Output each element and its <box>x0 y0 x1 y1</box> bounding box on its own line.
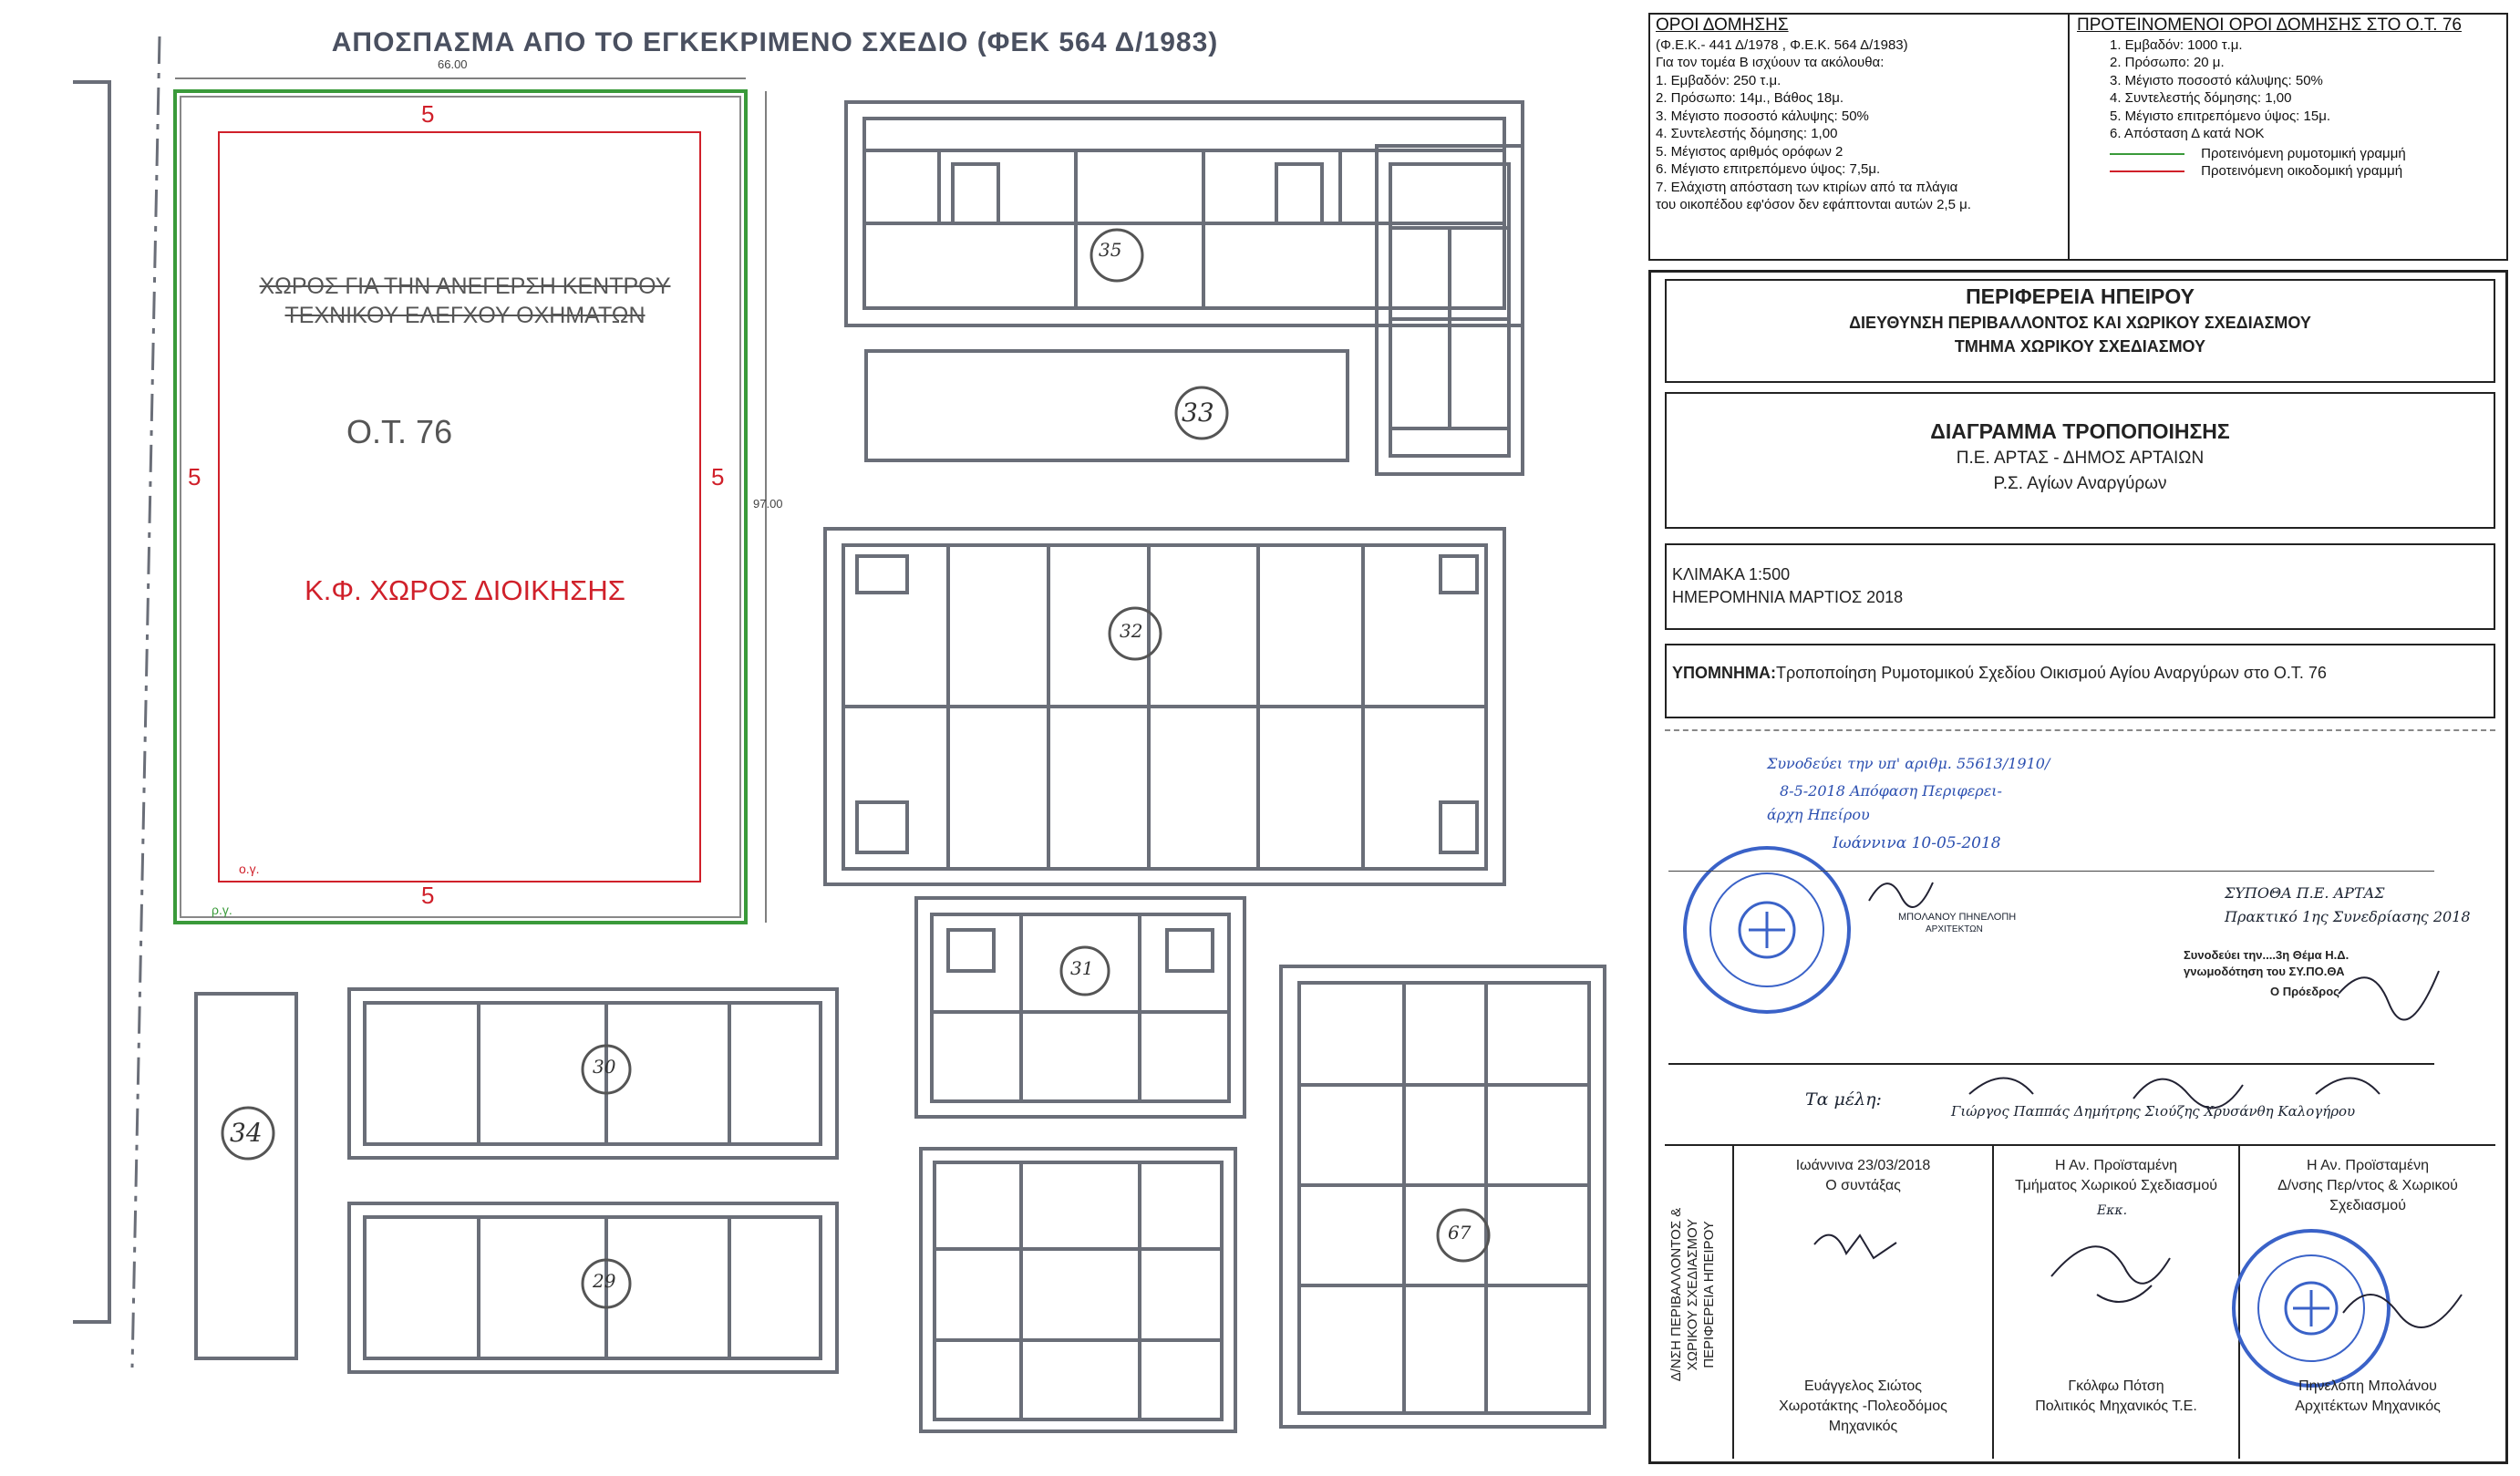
existing-terms-header: ΟΡΟΙ ΔΟΜΗΣΗΣ <box>1656 15 1789 35</box>
proposed-term-line: 5. Μέγιστο επιτρεπόμενο ύψος: 15μ. <box>2110 108 2331 124</box>
col1-title: Χωροτάκτης -Πολεοδόμος <box>1779 1399 1947 1414</box>
authority-line2: ΔΙΕΥΘΥΝΣΗ ΠΕΡΙΒΑΛΛΟΝΤΟΣ ΚΑΙ ΧΩΡΙΚΟΥ ΣΧΕΔΙΑΣΜΟΥ <box>1849 314 2311 332</box>
proposed-term-line: 3. Μέγιστο ποσοστό κάλυψης: 50% <box>2110 72 2323 88</box>
col1-place-date: Ιωάννινα 23/03/2018 <box>1795 1158 1931 1173</box>
proposed-term-line: 4. Συντελεστής δόμησης: 1,00 <box>2110 90 2292 106</box>
col2-signature <box>2042 1222 2188 1322</box>
block-66 <box>921 1149 1235 1431</box>
existing-term-line: 3. Μέγιστο ποσοστό κάλυψης: 50% <box>1656 108 1869 124</box>
authority-line1: ΠΕΡΙΦΕΡΕΙΑ ΗΠΕΙΡΟΥ <box>1966 284 2195 308</box>
block-33-number: 33 <box>1182 397 1214 428</box>
ot76-new-use: Κ.Φ. ΧΩΡΟΣ ΔΙΟΙΚΗΣΗΣ <box>305 574 625 606</box>
plan-title: ΑΠΟΣΠΑΣΜΑ ΑΠΟ ΤΟ ΕΓΚΕΚΡΙΜΕΝΟ ΣΧΕΔΙΟ (ΦΕΚ 564 Δ/1983) <box>331 27 1219 57</box>
rg-label: ρ.γ. <box>212 903 232 917</box>
proposed-terms-header: ΠΡΟΤΕΙΝΟΜΕΝΟΙ ΟΡΟΙ ΔΟΜΗΣΗΣ ΣΤΟ Ο.Τ. 76 <box>2077 15 2462 35</box>
setback-left: 5 <box>188 463 201 490</box>
signer-small-title: ΑΡΧΙΤΕΚΤΩΝ <box>1926 924 1983 934</box>
block-31-number: 31 <box>1070 957 1094 979</box>
signature-col-3-top <box>2240 1156 2495 1216</box>
signature-col-3-bottom <box>2240 1377 2495 1417</box>
signature-col-2-top <box>1994 1156 2238 1196</box>
ot76-old-outline <box>181 97 740 917</box>
col3-name: Πηνελόπη Μπολάνου <box>2298 1378 2437 1394</box>
existing-term-line: 5. Μέγιστος αριθμός ορόφων 2 <box>1656 143 1844 160</box>
legend-red-swatch <box>2110 170 2184 172</box>
col2-role2: Τμήματος Χωρικού Σχεδιασμού <box>2015 1178 2217 1193</box>
ot76-building-line <box>219 132 700 882</box>
street-axis <box>132 36 160 1368</box>
block-29-number: 29 <box>593 1270 616 1292</box>
col2-name: Γκόλφω Πότση <box>2068 1378 2164 1394</box>
member-signatures <box>1951 1058 2425 1112</box>
existing-term-line: του οικοπέδου εφ'όσον δεν εφάπτονται αυτών 2,5 μ. <box>1656 197 1971 212</box>
scale-line: ΚΛΙΜΑΚΑ 1:500 <box>1672 565 1791 583</box>
sypotha-line5: Ο Πρόεδρος <box>2270 985 2339 998</box>
block-67-number: 67 <box>1448 1222 1472 1244</box>
signature-table-top <box>1665 1144 2495 1146</box>
block-35-number: 35 <box>1099 239 1122 261</box>
approval-top-divider <box>1665 729 2495 733</box>
proposed-terms <box>2077 16 2505 181</box>
legend-text: Τροποποίηση Ρυμοτομικού Σχεδίου Οικισμού Αγίου Αναργύρων στο Ο.Τ. 76 <box>1776 664 2327 682</box>
proposed-term-line: 2. Πρόσωπο: 20 μ. <box>2110 55 2225 70</box>
side-label-3: ΠΕΡΙΦΕΡΕΙΑ ΗΠΕΙΡΟΥ <box>1701 1221 1717 1368</box>
side-label <box>1668 1140 1718 1450</box>
col3-role2: Δ/νσης Περ/ντος & Χωρικού <box>2277 1178 2458 1193</box>
approval-line2: 8-5-2018 Απόφαση Περιφερει- <box>1780 782 2002 800</box>
diagram-line2: Π.Ε. ΑΡΤΑΣ - ΔΗΜΟΣ ΑΡΤΑΙΩΝ <box>1956 449 2205 468</box>
dim-height-label: 97.00 <box>753 497 783 511</box>
terms-divider <box>2068 13 2070 261</box>
block-32 <box>825 529 1504 884</box>
col3-signature <box>2334 1267 2471 1340</box>
block-30-number: 30 <box>593 1056 616 1078</box>
approval-line4: Ιωάννινα 10-05-2018 <box>1833 834 2001 852</box>
col1-title2: Μηχανικός <box>1828 1419 1898 1434</box>
col3-role3: Σχεδιασμού <box>2329 1198 2406 1213</box>
legend-red-text: Προτεινόμενη οικοδομική γραμμή <box>2201 163 2403 179</box>
og-label: ο.γ. <box>239 862 260 876</box>
date-line: ΗΜΕΡΟΜΗΝΙΑ ΜΑΡΤΙΟΣ 2018 <box>1672 588 1904 606</box>
col3-role: Η Αν. Προϊσταμένη <box>2307 1158 2429 1173</box>
existing-term-line: (Φ.Ε.Κ.- 441 Δ/1978 , Φ.Ε.Κ. 564 Δ/1983) <box>1656 36 1908 53</box>
signature-col-2-bottom <box>1994 1377 2238 1417</box>
authority-line3: ΤΜΗΜΑ ΧΩΡΙΚΟΥ ΣΧΕΔΙΑΣΜΟΥ <box>1954 337 2206 356</box>
president-signature <box>2334 948 2443 1021</box>
members-label: Τα μέλη: <box>1805 1089 1882 1110</box>
approval-line3: άρχη Ηπείρου <box>1767 806 1870 823</box>
street-edge-left <box>73 82 109 1322</box>
existing-term-line: 2. Πρόσωπο: 14μ., Βάθος 18μ. <box>1656 90 1844 106</box>
signature-col-1-top <box>1734 1156 1992 1196</box>
existing-term-line: 1. Εμβαδόν: 250 τ.μ. <box>1656 72 1782 88</box>
sypotha-line2: Πρακτικό 1ης Συνεδρίασης 2018 <box>2225 908 2471 925</box>
col1-name: Ευάγγελος Σιώτος <box>1803 1378 1923 1394</box>
approval-line1: Συνοδεύει την υπ' αριθμ. 55613/1910/ <box>1767 755 2050 772</box>
col3-title: Αρχιτέκτων Μηχανικός <box>2295 1399 2441 1414</box>
setback-right: 5 <box>711 463 725 490</box>
side-label-2: ΧΩΡΙΚΟΥ ΣΧΕΔΙΑΣΜΟΥ <box>1685 1218 1700 1371</box>
sypotha-line3: Συνοδεύει την....3η Θέμα Η.Δ. <box>2184 948 2350 962</box>
signature-mark-1 <box>1860 864 1942 919</box>
signer-small-name: ΜΠΟΛΑΝΟΥ ΠΗΝΕΛΟΠΗ <box>1898 912 2017 923</box>
existing-term-line: 7. Ελάχιστη απόσταση των κτιρίων από τα πλάγια <box>1656 179 1958 195</box>
legend-green-swatch <box>2110 153 2184 155</box>
block-31 <box>916 898 1245 1117</box>
diagram-title: ΔΙΑΓΡΑΜΜΑ ΤΡΟΠΟΠΟΙΗΣΗΣ <box>1930 419 2230 443</box>
block-35 <box>846 102 1523 325</box>
side-label-1: Δ/ΝΣΗ ΠΕΡΙΒΑΛΛΟΝΤΟΣ & <box>1668 1207 1684 1382</box>
struck-old-use-1: ΧΩΡΟΣ ΓΙΑ ΤΗΝ ΑΝΕΓΕΡΣΗ ΚΕΝΤΡΟΥ <box>259 274 671 299</box>
sypotha-line4: γνωμοδότηση του ΣΥ.ΠΟ.ΘΑ <box>2184 965 2345 978</box>
ot76-regulation-line <box>175 91 746 923</box>
col2-ekk: Εκκ. <box>2097 1203 2128 1218</box>
ot76-label: Ο.Τ. 76 <box>346 413 453 450</box>
block-32-number: 32 <box>1120 620 1143 642</box>
col1-signature <box>1805 1217 1915 1272</box>
col1-role: Ο συντάξας <box>1825 1178 1901 1193</box>
sypotha-line1: ΣΥΠΟΘΑ Π.Ε. ΑΡΤΑΣ <box>2225 884 2385 902</box>
existing-term-line: 4. Συντελεστής δόμησης: 1,00 <box>1656 126 1838 141</box>
col2-role: Η Αν. Προϊσταμένη <box>2055 1158 2177 1173</box>
existing-terms <box>1656 16 2061 214</box>
proposed-term-line: 6. Απόσταση Δ κατά ΝΟΚ <box>2110 126 2265 141</box>
col2-title: Πολιτικός Μηχανικός Τ.Ε. <box>2035 1399 2197 1414</box>
existing-term-line: Για τον τομέα Β ισχύουν τα ακόλουθα: <box>1656 55 1885 70</box>
block-34 <box>196 994 296 1358</box>
legend-green-text: Προτεινόμενη ρυμοτομική γραμμή <box>2201 145 2406 161</box>
member-names: Γιώργος Παππάς Δημήτρης Σιούζης Χρυσάνθη Καλογήρου <box>1951 1103 2356 1120</box>
scale-box <box>1665 543 2495 630</box>
diagram-line3: Ρ.Σ. Αγίων Αναργύρων <box>1993 474 2167 493</box>
block-34-number: 34 <box>230 1118 263 1148</box>
legend-label: ΥΠΟΜΝΗΜΑ: <box>1672 664 1776 682</box>
signature-col-1-bottom <box>1734 1377 1992 1437</box>
block-67 <box>1281 966 1605 1427</box>
proposed-term-line: 1. Εμβαδόν: 1000 τ.μ. <box>2110 36 2243 53</box>
existing-term-line: 6. Μέγιστο επιτρεπόμενο ύψος: 7,5μ. <box>1656 161 1881 177</box>
legend-line <box>1672 664 2327 683</box>
block-33 <box>866 351 1348 460</box>
setback-bottom: 5 <box>421 882 435 909</box>
struck-old-use-2: ΤΕΧΝΙΚΟΥ ΕΛΕΓΧΟΥ ΟΧΗΜΑΤΩΝ <box>284 303 645 328</box>
setback-top: 5 <box>421 100 435 128</box>
dim-width-label: 66.00 <box>438 57 468 71</box>
